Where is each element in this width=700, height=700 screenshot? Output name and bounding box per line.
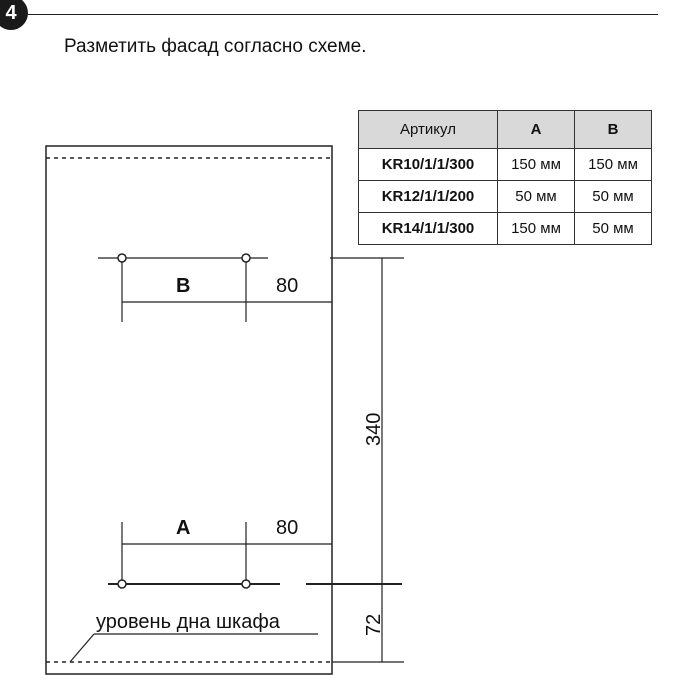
floor-level-label: уровень дна шкафа bbox=[96, 611, 280, 633]
table-cell-a: 150 мм bbox=[498, 149, 575, 181]
table-cell-b: 150 мм bbox=[575, 149, 652, 181]
lower-right-drill-mark bbox=[242, 580, 250, 588]
dimension-b-offset: 80 bbox=[276, 275, 299, 297]
header-b: B bbox=[575, 111, 652, 149]
table-cell-article: KR12/1/1/200 bbox=[359, 181, 498, 213]
table-cell-b: 50 мм bbox=[575, 181, 652, 213]
floor-label-leader bbox=[70, 634, 94, 662]
table-cell-article: KR14/1/1/300 bbox=[359, 213, 498, 245]
dimension-label-b: B bbox=[176, 275, 191, 297]
instruction-text: Разметить фасад согласно схеме. bbox=[64, 36, 367, 57]
header-article: Артикул bbox=[359, 111, 498, 149]
step-number-badge: 4 bbox=[0, 0, 28, 30]
table-cell-b: 50 мм bbox=[575, 213, 652, 245]
table-cell-a: 50 мм bbox=[498, 181, 575, 213]
header-a: A bbox=[498, 111, 575, 149]
table-cell-a: 150 мм bbox=[498, 213, 575, 245]
lower-left-drill-mark bbox=[118, 580, 126, 588]
dimension-a-offset: 80 bbox=[276, 517, 299, 539]
upper-left-drill-mark bbox=[118, 254, 126, 262]
upper-right-drill-mark bbox=[242, 254, 250, 262]
dimension-vertical-340: 340 bbox=[363, 412, 385, 446]
facade-outline bbox=[46, 146, 332, 674]
table-cell-article: KR10/1/1/300 bbox=[359, 149, 498, 181]
dimension-label-a: A bbox=[176, 517, 191, 539]
dimension-bottom-72: 72 bbox=[363, 613, 385, 636]
